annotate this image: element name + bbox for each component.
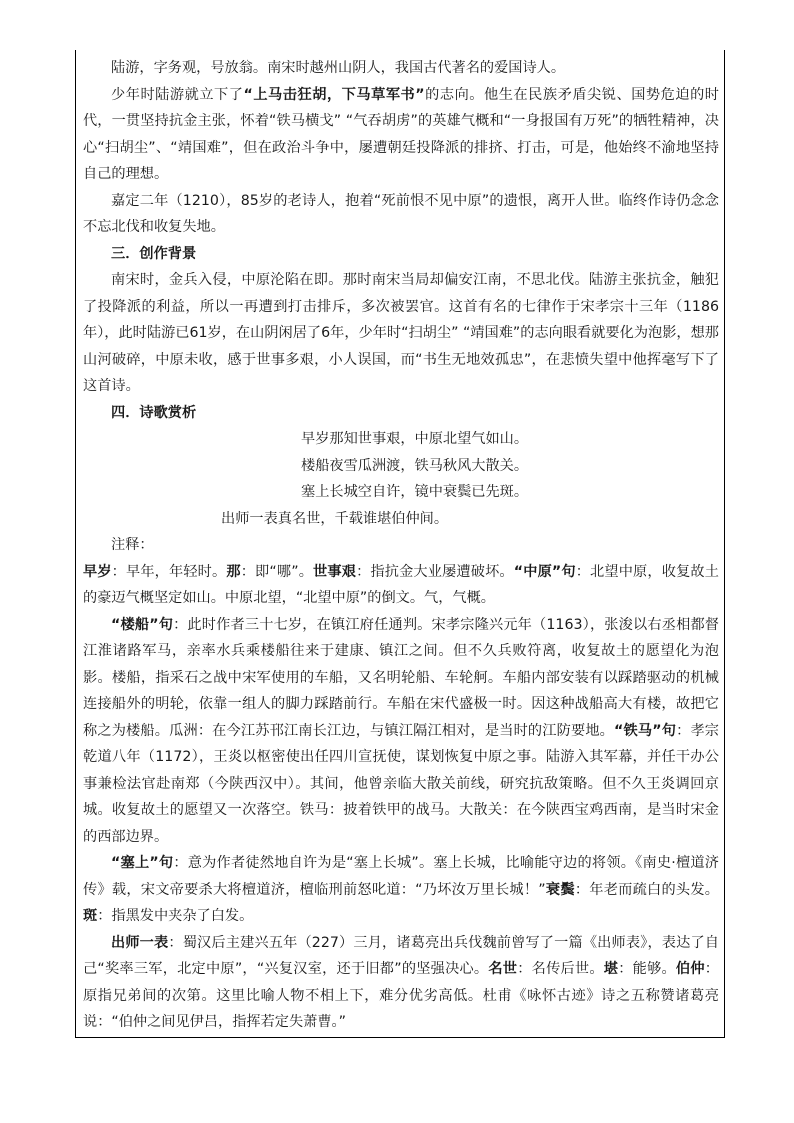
- note-paragraph-4: [83, 930, 719, 1036]
- note-text: ：即“哪”。: [240, 563, 314, 580]
- note-text: ：名传后世。: [517, 961, 604, 977]
- note-text: ：能够。: [618, 961, 676, 977]
- note-text: ：指黑发中夹杂了白发。: [97, 908, 254, 924]
- note-text: ：指抗金大业屡遭破坏。: [356, 563, 514, 580]
- note-term: “楼船”句: [111, 616, 174, 633]
- section-heading-background: 三．创作背景: [111, 245, 197, 262]
- note-term: “中原”句: [513, 563, 576, 580]
- note-paragraph-1: [83, 559, 719, 612]
- poem-line: 早岁那知世事艰，中原北望气如山。: [301, 431, 529, 447]
- note-term: 那: [226, 563, 241, 580]
- note-term: 伯仲: [675, 961, 705, 977]
- note-term: “塞上”句: [111, 855, 174, 871]
- note-term: 世事艰: [313, 563, 357, 580]
- note-term: 斑: [83, 908, 98, 924]
- text-run: 少年时陆游就立下了: [111, 86, 244, 103]
- poem-line: 塞上长城空自许，镜中衰鬓已先斑。: [301, 484, 529, 500]
- poem: [83, 426, 719, 532]
- note-term: 堪: [603, 961, 619, 977]
- note-term: 出师一表: [111, 934, 169, 951]
- note-text: ：原指兄弟间的次第。这里比喻人物不相上下，难分优劣高低。杜甫《咏怀古迹》诗之五称赞诸葛亮说：“伯仲之间见伊吕，指挥若定失萧曹。”: [83, 961, 719, 1030]
- section-heading-appreciation: 四．诗歌赏析: [111, 404, 197, 421]
- note-text: ：早年，年轻时。: [111, 563, 227, 580]
- background-paragraph: 南宋时，金兵入侵，中原沦陷在即。那时南宋当局却偏安江南，不思北伐。陆游主张抗金，触犯了投降派的利益，所以一再遭到打击排斥，多次被罢官。这首有名的七律作于宋孝宗十三年（1186年），此时陆游已61岁，在山阴闲居了6年，少年时“扫胡尘” “靖国难”的志向眼看就要化为泡影，想那山河破碎，中原未收，感于世事多艰，小人误国，而“书生无地效孤忠”，在悲愤失望中他挥毫写下了这首诗。: [83, 272, 719, 394]
- note-paragraph-3: [83, 850, 719, 930]
- poem-line: 出师一表真名世，千载谁堪伯仲间。: [221, 510, 449, 527]
- bio-paragraph-2: [83, 82, 719, 188]
- document-body: [83, 55, 719, 1036]
- note-term: 早岁: [83, 563, 112, 580]
- note-term: 名世: [488, 961, 518, 977]
- text-run: 的志向。他生在民族矛盾尖锐、国势危迫的时代，一贯坚持抗金主张，怀着“铁马横戈” “气吞胡虏”的英雄气概和“一身报国有万死”的牺牲精神，决心“扫胡尘”、“靖国难”，但在政治斗争中，屡遭朝廷投降派的排挤、打击，可是，他始终不渝地坚持自己的理想。: [83, 86, 719, 182]
- note-term: 衰鬓: [545, 881, 575, 898]
- bio-paragraph-3: 嘉定二年（1210），85岁的老诗人，抱着“死前恨不见中原”的遗恨，离开人世。临终作诗仍念念不忘北伐和收复失地。: [83, 192, 719, 235]
- notes-label: 注释：: [111, 537, 154, 553]
- motto-quote: “上马击狂胡，下马草军书”: [243, 86, 425, 103]
- note-text: ：此时作者三十七岁，在镇江府任通判。宋孝宗隆兴元年（1163），张浚以右丞相都督江淮诸路军马，亲率水兵乘楼船往来于建康、镇江之间。但不久兵败符离，收复故土的愿望化为泡影。楼船，指采石之战中宋军使用的车船，又名明轮船、车轮舸。车船内部安装有以踩踏驱动的机械连接船外的明轮，依靠一组人的脚力踩踏前行。车船在宋代盛极一时。因这种战船高大有楼，故把它称之为楼船。瓜洲：在今江苏邗江南长江边，与镇江隔江相对，是当时的江防要地。: [83, 616, 719, 739]
- note-text: ：意为作者徒然地自许为是“塞上长城”。塞上长城，比喻能守边的将领。《南史·檀道济传》载，宋文帝要杀大将檀道济，檀临刑前怒叱道：“乃坏汝万里长城！”: [83, 855, 719, 898]
- note-paragraph-2: [83, 612, 719, 851]
- bio-paragraph-1: 陆游，字务观，号放翁。南宋时越州山阴人，我国古代著名的爱国诗人。: [111, 60, 566, 76]
- note-text: ：年老而疏白的头发。: [574, 881, 719, 898]
- note-text: ：孝宗乾道八年（1172），王炎以枢密使出任四川宣抚使，谋划恢复中原之事。陆游入其军幕，并任干办公事兼检法官赴南郑（今陕西汉中）。其间，他曾亲临大散关前线，研究抗敌策略。但不久王炎调回京城。收复故土的愿望又一次落空。铁马：披着铁甲的战马。大散关：在今陕西宝鸡西南，是当时宋金的西部边界。: [83, 722, 719, 845]
- note-text: ：蜀汉后主建兴五年（227）三月，诸葛亮出兵伐魏前曾写了一篇《出师表》，表达了自己“奖率三军，北定中原”，“兴复汉室，还于旧都”的坚强决心。: [83, 934, 719, 977]
- note-term: “铁马”句: [614, 722, 677, 739]
- note-text: ：北望中原，收复故土的豪迈气概坚定如山。中原北望，“北望中原”的倒文。气，气概。: [83, 563, 719, 606]
- poem-line: 楼船夜雪瓜洲渡，铁马秋风大散关。: [301, 457, 529, 474]
